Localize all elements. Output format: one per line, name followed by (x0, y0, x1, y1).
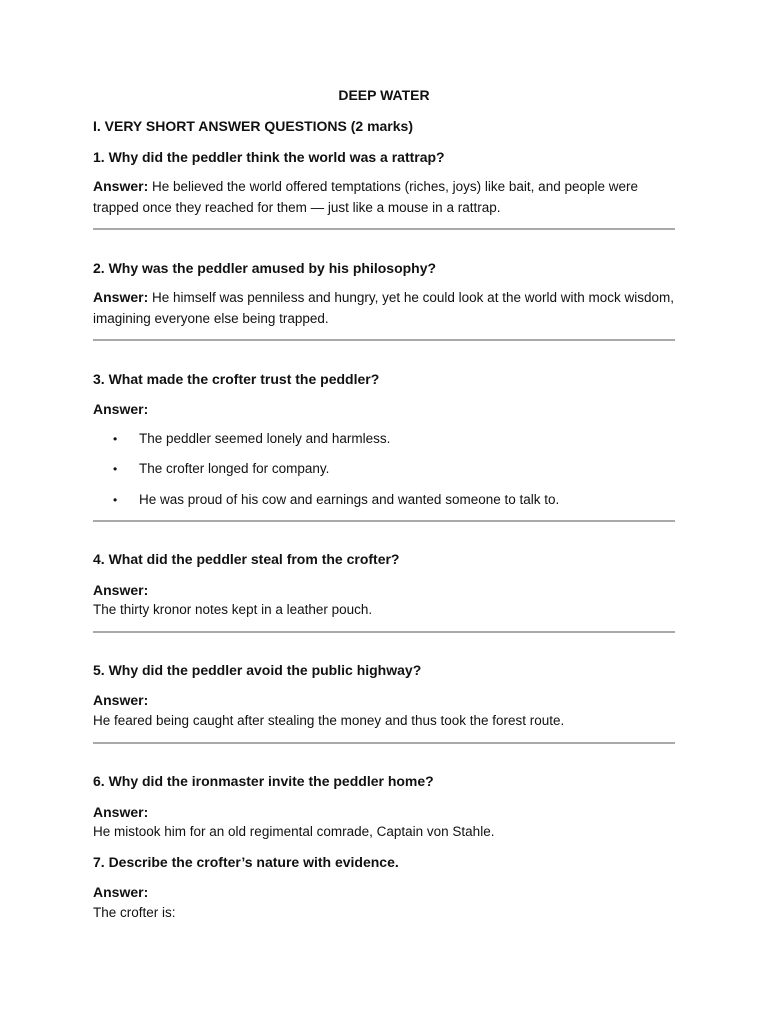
question-5: 5. Why did the peddler avoid the public highway? (93, 662, 422, 678)
answer-2-text: He himself was penniless and hungry, yet he could look at the world with mock wisdom, imagining everyone else being trapped. (93, 290, 674, 326)
answer-label: Answer: (93, 401, 149, 417)
bullet-dot-icon: • (113, 432, 118, 446)
question-6: 6. Why did the ironmaster invite the peddler home? (93, 773, 434, 789)
bullet-dot-icon: • (113, 493, 118, 507)
answer-label: Answer: (93, 178, 149, 194)
bullet-item: • He was proud of his cow and earnings and wanted someone to talk to. (113, 492, 560, 507)
answer-4-text: The thirty kronor notes kept in a leather pouch. (93, 602, 373, 617)
question-2: 2. Why was the peddler amused by his philosophy? (93, 260, 437, 276)
answer-label: Answer: (93, 289, 149, 305)
question-1: 1. Why did the peddler think the world was a rattrap? (93, 149, 445, 165)
section-heading: I. VERY SHORT ANSWER QUESTIONS (2 marks) (93, 118, 413, 134)
question-3: 3. What made the crofter trust the peddler? (93, 371, 380, 387)
answer-label: Answer: (93, 582, 149, 598)
answer-1-text: He believed the world offered temptations (riches, joys) like bait, and people were trapped once they reached for them — just like a mouse in a rattrap. (93, 179, 639, 215)
bullet-item: • The crofter longed for company. (113, 461, 330, 476)
answer-label: Answer: (93, 804, 149, 820)
divider (93, 631, 675, 633)
answer-1 (93, 176, 683, 218)
divider (93, 228, 675, 230)
question-7: 7. Describe the crofter’s nature with evidence. (93, 854, 399, 870)
bullet-item: • The peddler seemed lonely and harmless. (113, 431, 391, 446)
answer-7-text: The crofter is: (93, 905, 176, 920)
bullet-dot-icon: • (113, 462, 118, 476)
answer-label: Answer: (93, 884, 149, 900)
answer-2 (93, 287, 683, 329)
answer-6-text: He mistook him for an old regimental comrade, Captain von Stahle. (93, 824, 495, 839)
document-title: DEEP WATER (338, 87, 430, 103)
divider (93, 742, 675, 744)
question-4: 4. What did the peddler steal from the crofter? (93, 551, 400, 567)
answer-5-text: He feared being caught after stealing the money and thus took the forest route. (93, 713, 565, 728)
divider (93, 520, 675, 522)
divider (93, 339, 675, 341)
answer-label: Answer: (93, 692, 149, 708)
